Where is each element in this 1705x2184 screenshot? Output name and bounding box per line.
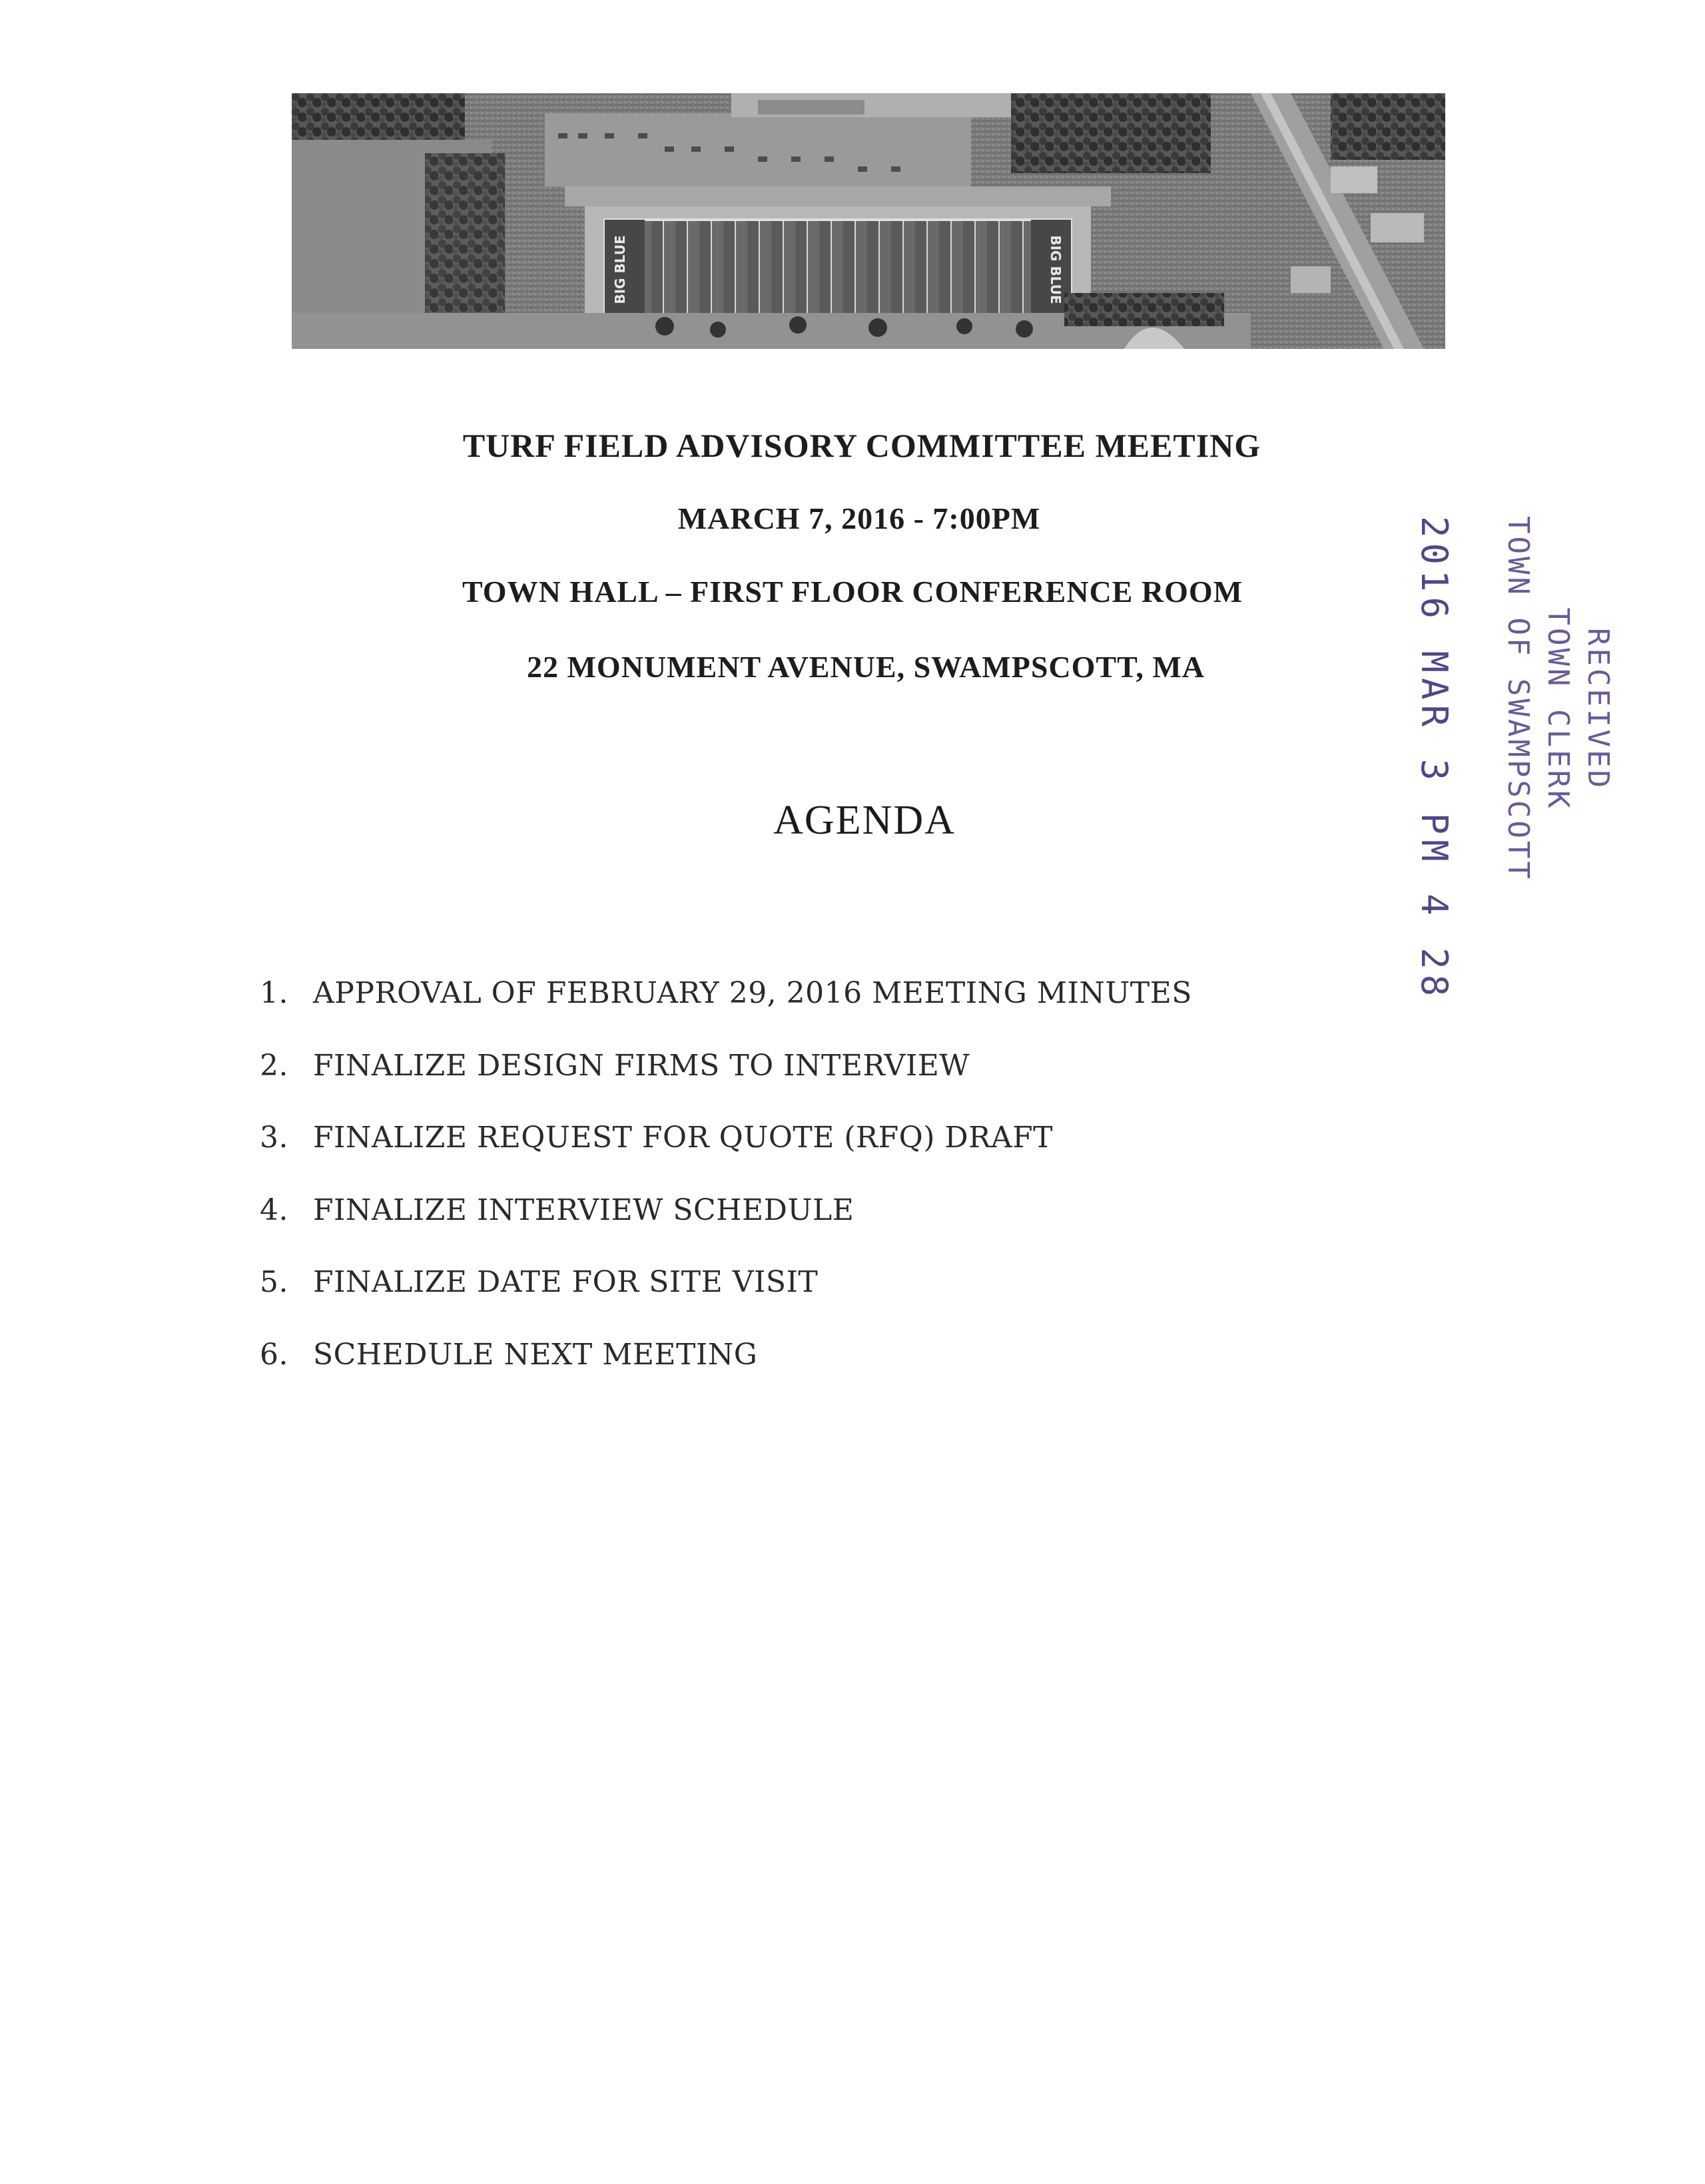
agenda-list xyxy=(260,976,1392,1410)
agenda-heading: AGENDA xyxy=(773,798,956,843)
agenda-item-text: FINALIZE DATE FOR SITE VISIT xyxy=(313,1265,819,1299)
agenda-item xyxy=(260,976,1392,1049)
agenda-item-number: 1. xyxy=(260,976,288,1010)
aerial-field-image xyxy=(292,93,1445,349)
stamp-town-name: TOWN OF SWAMPSCOTT xyxy=(1501,516,1535,882)
meeting-title: TURF FIELD ADVISORY COMMITTEE MEETING xyxy=(462,427,1261,464)
agenda-item-number: 5. xyxy=(260,1265,288,1299)
agenda-item xyxy=(260,1338,1392,1410)
received-stamp-text xyxy=(1369,516,1622,1002)
agenda-item-text: SCHEDULE NEXT MEETING xyxy=(313,1337,758,1372)
stamp-received-label: RECEIVED xyxy=(1581,628,1615,790)
stamp-town-clerk: TOWN CLERK xyxy=(1541,607,1575,811)
aerial-field-photo xyxy=(292,93,1445,349)
agenda-item xyxy=(260,1121,1392,1193)
meeting-date-time: MARCH 7, 2016 - 7:00PM xyxy=(677,501,1041,535)
agenda-item-text: FINALIZE INTERVIEW SCHEDULE xyxy=(313,1193,854,1227)
agenda-item-number: 3. xyxy=(260,1121,288,1155)
agenda-item-text: FINALIZE DESIGN FIRMS TO INTERVIEW xyxy=(313,1048,970,1083)
received-stamp xyxy=(1292,516,1698,1002)
field-endzone-text-right: BIG BLUE xyxy=(1048,235,1064,304)
agenda-item-number: 4. xyxy=(260,1193,288,1227)
agenda-item xyxy=(260,1193,1392,1266)
agenda-item-text: APPROVAL OF FEBRUARY 29, 2016 MEETING MINUTES xyxy=(313,976,1192,1010)
agenda-item-number: 2. xyxy=(260,1048,288,1083)
meeting-location: TOWN HALL – FIRST FLOOR CONFERENCE ROOM xyxy=(462,575,1243,609)
meeting-address: 22 MONUMENT AVENUE, SWAMPSCOTT, MA xyxy=(527,650,1205,684)
agenda-item-text: FINALIZE REQUEST FOR QUOTE (RFQ) DRAFT xyxy=(313,1121,1053,1155)
agenda-item xyxy=(260,1265,1392,1338)
stamp-datetime: 2016 MAR 3 PM 4 28 xyxy=(1413,516,1455,1002)
agenda-item xyxy=(260,1049,1392,1121)
agenda-item-number: 6. xyxy=(260,1337,288,1372)
field-endzone-text-left: BIG BLUE xyxy=(612,235,628,304)
